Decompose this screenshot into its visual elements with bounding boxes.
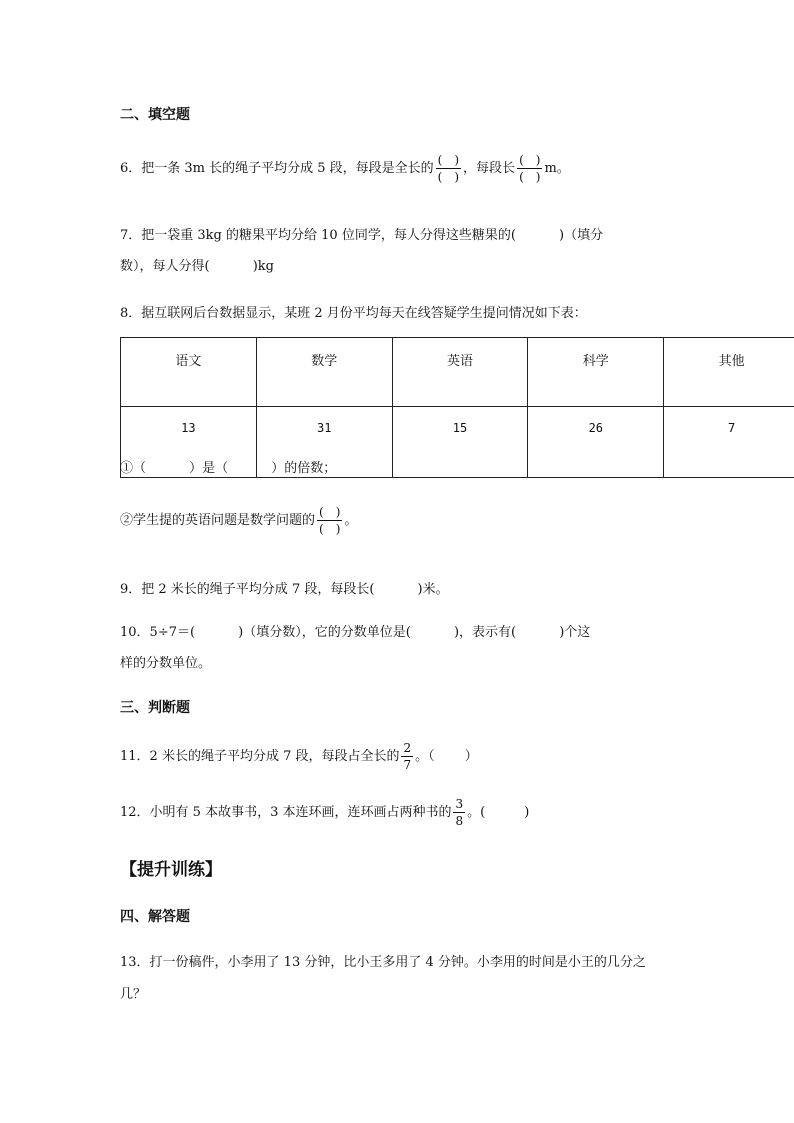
question-7-line-2: 数），每人分得( )kg	[120, 259, 274, 274]
table-header-cell: 英语	[392, 338, 528, 407]
table-cell: 15	[392, 407, 528, 478]
question-8-sub-2	[120, 504, 357, 537]
q6-fraction-blank-2: $\frac{( )}{( )}$	[519, 153, 541, 184]
question-10-line-1: 10．5÷7＝( )（填分数），它的分数单位是( )，表示有( )个这	[120, 625, 591, 640]
q8-fraction-blank: $\frac{( )}{( )}$	[319, 505, 341, 536]
table-header-row	[121, 338, 794, 407]
table-cell: 26	[528, 407, 664, 478]
table-header-cell: 其他	[664, 338, 794, 407]
q11-text-a: 11．2 米长的绳子平均分成 7 段，每段占全长的	[120, 749, 400, 764]
question-11	[120, 740, 478, 773]
q11-text-b: 。（ ）	[415, 749, 478, 764]
table-header-cell: 科学	[528, 338, 664, 407]
q12-text-b: 。( )	[467, 805, 530, 820]
section-answer-heading: 四、解答题	[120, 909, 190, 925]
q6-fraction-blank-1: $\frac{( )}{( )}$	[437, 153, 460, 184]
q6-text-b: ，每段长	[463, 161, 516, 176]
q8-sub2-text-b: 。	[344, 513, 358, 528]
question-8-intro: 8．据互联网后台数据显示，某班 2 月份平均每天在线答疑学生提问情况如下表：	[120, 306, 587, 321]
section-true-false-heading: 三、判断题	[120, 700, 190, 716]
q11-fraction: $\frac{2}{7}$	[403, 741, 412, 772]
question-9: 9．把 2 米长的绳子平均分成 7 段，每段长( )米。	[120, 582, 449, 597]
upgrade-training-heading: 【提升训练】	[120, 860, 222, 880]
question-12	[120, 796, 529, 829]
q12-fraction: $\frac{3}{8}$	[455, 797, 464, 828]
q6-text-c: m。	[544, 161, 570, 176]
q6-text-a: 6．把一条 3m 长的绳子平均分成 5 段，每段是全长的	[120, 161, 434, 176]
q12-text-a: 12．小明有 5 本故事书，3 本连环画，连环画占两种书的	[120, 805, 452, 820]
table-header-cell: 语文	[121, 338, 257, 407]
table-cell: 31	[256, 407, 392, 478]
table-header-cell: 数学	[256, 338, 392, 407]
table-cell: 13	[121, 407, 257, 478]
q8-sub2-text-a: ②学生提的英语问题是数学问题的	[120, 513, 316, 528]
table-cell: 7	[664, 407, 794, 478]
question-7-line-1: 7．把一袋重 3kg 的糖果平均分给 10 位同学，每人分得这些糖果的( )（填分	[120, 228, 604, 243]
section-fill-blank-heading: 二、填空题	[120, 107, 190, 123]
question-13-line-1: 13．打一份稿件，小李用了 13 分钟，比小王多用了 4 分钟。小李用的时间是小王的几分之	[120, 955, 646, 970]
question-6	[120, 152, 570, 185]
question-10-line-2: 样的分数单位。	[120, 656, 212, 671]
question-13-line-2: 几？	[120, 987, 147, 1002]
question-8-sub-1: ①（ ）是（ ）的倍数；	[120, 461, 337, 476]
